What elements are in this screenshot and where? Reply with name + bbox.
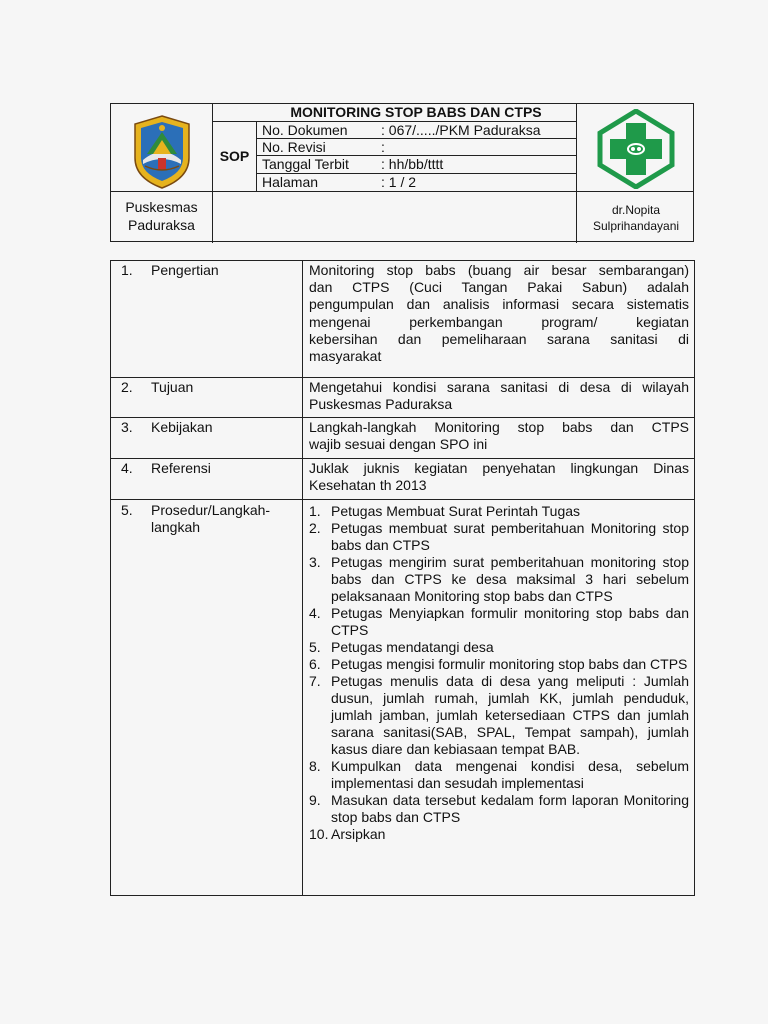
text-line: Juklak juknis kegiatan penyehatan lingkungan Dinas <box>309 460 689 476</box>
text-line: Monitoring stop babs (buang air besar sembarangan) <box>309 262 689 278</box>
step-number: 2. <box>309 520 321 536</box>
puskesmas-logo-icon <box>596 109 676 189</box>
purpose-text <box>309 379 689 413</box>
doc-number-value: : 067/...../PKM Paduraksa <box>381 122 541 138</box>
step-number: 9. <box>309 792 321 808</box>
procedure-step <box>309 673 689 758</box>
row-divider <box>111 499 694 500</box>
procedure-step <box>309 639 689 656</box>
document-title: MONITORING STOP BABS DAN CTPS <box>290 104 542 120</box>
step-number: 3. <box>309 554 321 570</box>
step-text: Arsipkan <box>331 826 386 842</box>
section-label: Referensi <box>151 460 211 476</box>
row-divider <box>111 417 694 418</box>
row-divider <box>111 377 694 378</box>
revision-value: : <box>381 139 385 155</box>
procedure-step <box>309 826 689 843</box>
sop-header-table <box>110 103 694 242</box>
row-divider <box>111 458 694 459</box>
puskesmas-name-line: Puskesmas <box>125 199 198 215</box>
page-label: Halaman <box>262 174 319 190</box>
text-line: masyarakat <box>309 348 382 365</box>
step-number: 6. <box>309 656 321 672</box>
step-number: 5. <box>309 639 321 655</box>
step-text: Kumpulkan data mengenai kondisi desa, sebelum implementasi dan sesudah implementasi <box>331 758 689 791</box>
procedure-step <box>309 605 689 639</box>
step-text: Petugas Membuat Surat Perintah Tugas <box>331 503 581 519</box>
sop-content-table <box>110 260 695 896</box>
issue-date-label: Tanggal Terbit <box>262 156 349 172</box>
section-label-line: langkah <box>151 519 201 535</box>
procedure-step <box>309 656 689 673</box>
head-name-line: Sulprihandayani <box>592 219 680 233</box>
page-value: : 1 / 2 <box>381 174 417 190</box>
section-label-line: Prosedur/Langkah- <box>151 502 271 518</box>
step-text: Petugas mendatangi desa <box>331 639 494 655</box>
puskesmas-name <box>111 198 212 234</box>
text-line: mengenai perkembangan program/ kegiatan <box>309 313 689 330</box>
step-text: Petugas menulis data di desa yang meliputi : Jumlah dusun, jumlah rumah, jumlah KK, jumlah penduduk, jumlah jamban, jumlah ketersediaan CTPS dan jumlah sarana sanitasi(SAB, SPAL, Tempat sampah), jumlah kasus diare dan kebiasaan tempat BAB. <box>331 673 689 757</box>
procedure-step <box>309 554 689 605</box>
section-number: 3. <box>121 419 133 435</box>
procedure-step <box>309 503 689 520</box>
section-number: 5. <box>121 502 133 518</box>
text-line: wajib sesuai dengan SPO ini <box>309 436 488 453</box>
head-name-line: dr.Nopita <box>611 203 661 217</box>
column-divider <box>302 261 303 895</box>
step-number: 4. <box>309 605 321 621</box>
text-line: kebersihan dan pemeliharaan sarana sanitasi di <box>309 330 689 347</box>
step-text: Petugas Menyiapkan formulir monitoring stop babs dan CTPS <box>331 605 689 638</box>
procedure-steps-list <box>309 503 689 843</box>
header-divider <box>111 191 693 192</box>
revision-label: No. Revisi <box>262 139 326 155</box>
sop-label: SOP <box>219 148 250 164</box>
section-label: Kebijakan <box>151 419 213 435</box>
step-number: 8. <box>309 758 321 774</box>
section-label: Tujuan <box>151 379 194 395</box>
doc-number-label: No. Dokumen <box>262 122 348 138</box>
head-of-puskesmas <box>577 202 695 234</box>
section-number: 4. <box>121 460 133 476</box>
step-number: 10. <box>309 826 329 842</box>
section-number: 2. <box>121 379 133 395</box>
procedure-step <box>309 792 689 826</box>
reference-text <box>309 460 689 494</box>
step-number: 7. <box>309 673 321 689</box>
regency-crest-icon <box>131 114 193 190</box>
procedure-step <box>309 758 689 792</box>
step-text: Petugas membuat surat pemberitahuan Monitoring stop babs dan CTPS <box>331 520 689 553</box>
step-text: Masukan data tersebut kedalam form laporan Monitoring stop babs dan CTPS <box>331 792 689 825</box>
policy-text <box>309 419 689 453</box>
section-label <box>151 502 270 536</box>
text-line: dan CTPS (Cuci Tangan Pakai Sabun) adalah <box>309 279 689 296</box>
procedure-step <box>309 520 689 554</box>
issue-date-value: : hh/bb/tttt <box>381 156 444 172</box>
step-text: Petugas mengirim surat pemberitahuan monitoring stop babs dan CTPS ke desa maksimal 3 hari sebelum pelaksanaan Monitoring stop babs dan CTPS <box>331 554 689 604</box>
step-number: 1. <box>309 503 321 519</box>
definition-text <box>309 262 689 365</box>
section-label: Pengertian <box>151 262 219 278</box>
header-divider <box>256 122 257 192</box>
puskesmas-name-line: Paduraksa <box>128 217 195 233</box>
text-line: Kesehatan th 2013 <box>309 477 427 494</box>
text-line: Langkah-langkah Monitoring stop babs dan CTPS <box>309 419 689 435</box>
text-line: pengumpulan dan analisis informasi secara sistematis <box>309 296 689 313</box>
text-line: Mengetahui kondisi sarana sanitasi di desa di wilayah <box>309 379 689 395</box>
step-text: Petugas mengisi formulir monitoring stop babs dan CTPS <box>331 656 688 672</box>
text-line: Puskesmas Paduraksa <box>309 396 453 413</box>
section-number: 1. <box>121 262 133 278</box>
